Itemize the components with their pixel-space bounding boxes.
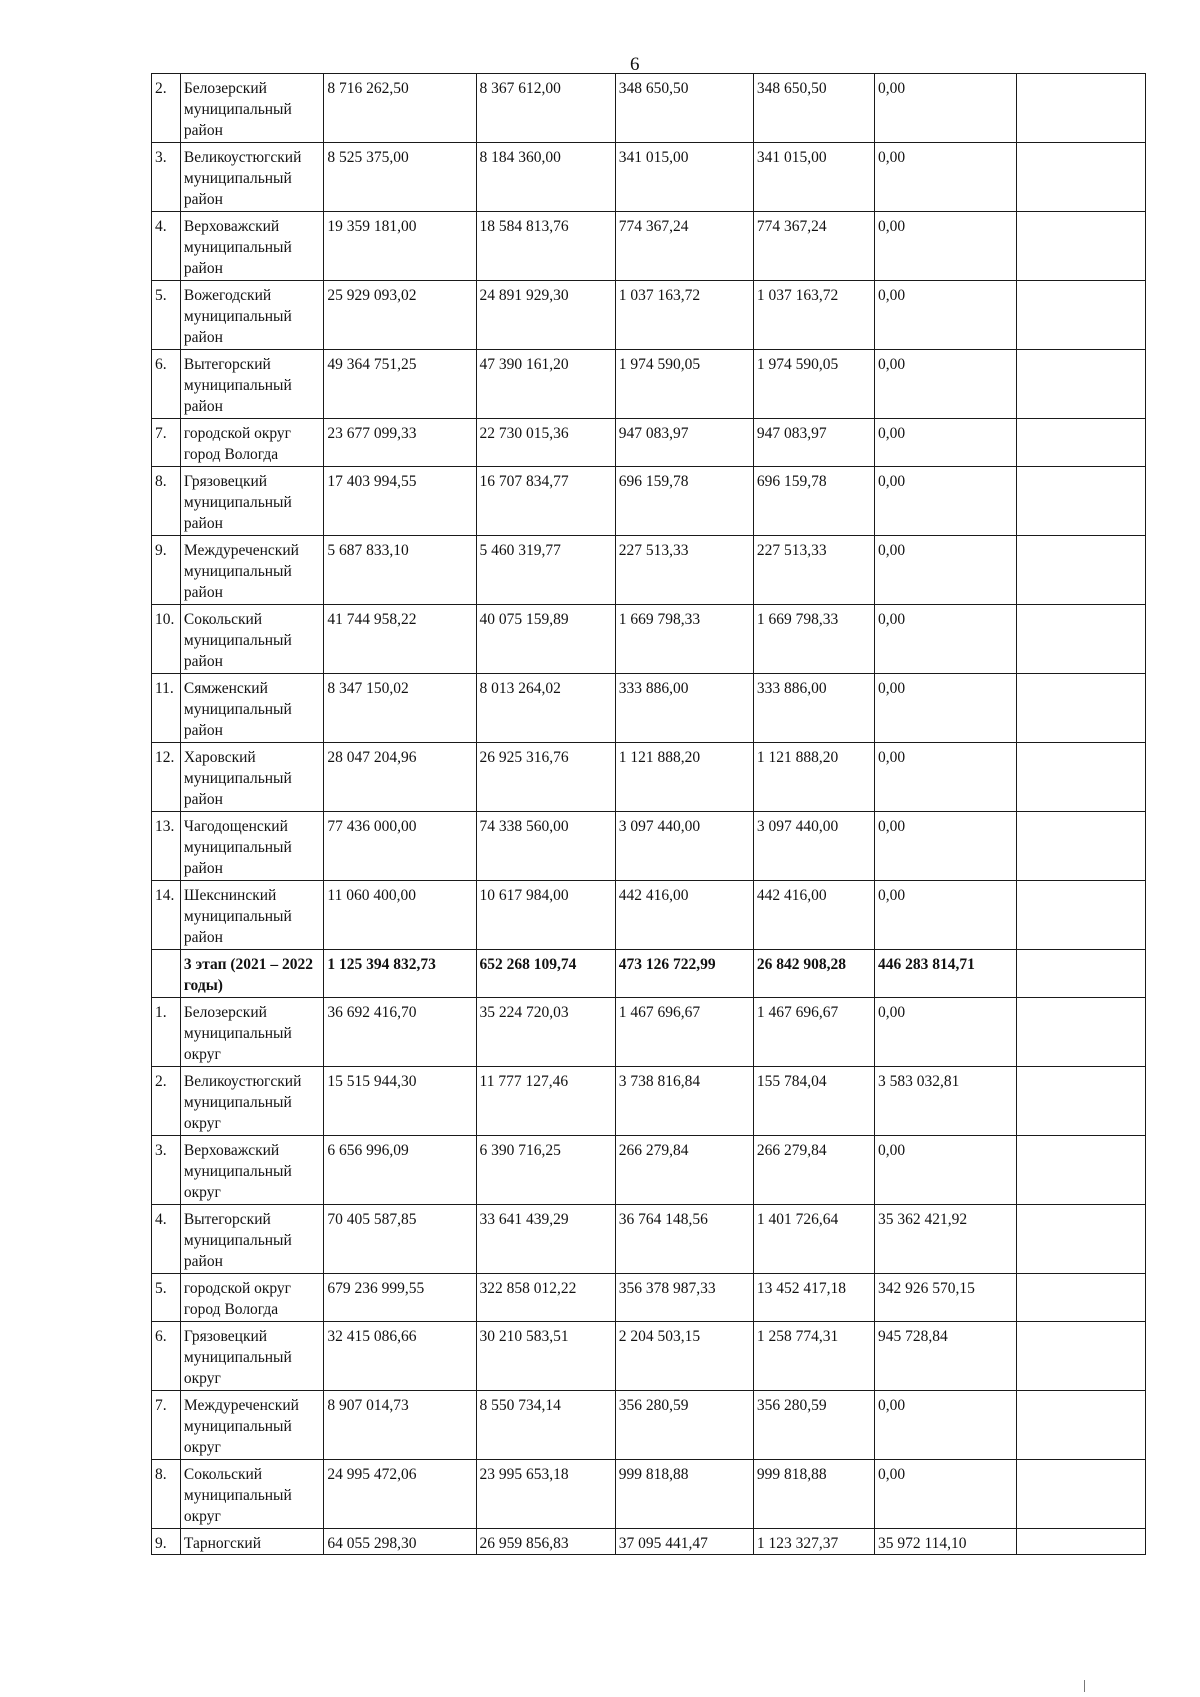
empty-cell (1017, 1322, 1146, 1391)
amount-column-2: 8 013 264,02 (476, 674, 615, 743)
amount-column-4: 356 280,59 (753, 1391, 874, 1460)
table-row (152, 74, 1146, 143)
row-number: 7. (152, 1391, 181, 1460)
amount-column-3: 266 279,84 (615, 1136, 753, 1205)
empty-cell (1017, 1391, 1146, 1460)
amount-column-4: 1 121 888,20 (753, 743, 874, 812)
empty-cell (1017, 881, 1146, 950)
municipality-name: Белозерский муниципальный район (180, 74, 324, 143)
empty-cell (1017, 1067, 1146, 1136)
amount-column-5: 0,00 (874, 1391, 1016, 1460)
municipality-name: Сокольский муниципальный район (180, 605, 324, 674)
amount-column-4: 774 367,24 (753, 212, 874, 281)
total-amount: 5 687 833,10 (324, 536, 476, 605)
amount-column-4: 1 669 798,33 (753, 605, 874, 674)
amount-column-5: 0,00 (874, 74, 1016, 143)
amount-column-5: 3 583 032,81 (874, 1067, 1016, 1136)
stage-title: 3 этап (2021 – 2022 годы) (180, 950, 324, 998)
table-row (152, 1460, 1146, 1529)
amount-column-3: 1 037 163,72 (615, 281, 753, 350)
amount-column-3: 3 097 440,00 (615, 812, 753, 881)
amount-column-5: 0,00 (874, 1136, 1016, 1205)
amount-column-5: 0,00 (874, 812, 1016, 881)
amount-column-2: 652 268 109,74 (476, 950, 615, 998)
empty-cell (1017, 605, 1146, 674)
amount-column-5: 0,00 (874, 281, 1016, 350)
row-number: 7. (152, 419, 181, 467)
empty-cell (1017, 998, 1146, 1067)
municipality-name: Шекснинский муниципальный район (180, 881, 324, 950)
municipality-name: Грязовецкий муниципальный округ (180, 1322, 324, 1391)
municipality-name: Вытегорский муниципальный район (180, 350, 324, 419)
row-number: 9. (152, 1529, 181, 1555)
amount-column-3: 947 083,97 (615, 419, 753, 467)
total-amount: 32 415 086,66 (324, 1322, 476, 1391)
amount-column-5: 0,00 (874, 743, 1016, 812)
row-number: 1. (152, 998, 181, 1067)
amount-column-5: 0,00 (874, 143, 1016, 212)
table-row (152, 1391, 1146, 1460)
amount-column-4: 341 015,00 (753, 143, 874, 212)
amount-column-3: 1 121 888,20 (615, 743, 753, 812)
row-number: 4. (152, 212, 181, 281)
amount-column-5: 0,00 (874, 350, 1016, 419)
page-number: 6 (630, 54, 640, 75)
amount-column-2: 16 707 834,77 (476, 467, 615, 536)
total-amount: 11 060 400,00 (324, 881, 476, 950)
municipality-name: Грязовецкий муниципальный район (180, 467, 324, 536)
amount-column-5: 35 972 114,10 (874, 1529, 1016, 1555)
total-amount: 28 047 204,96 (324, 743, 476, 812)
total-amount: 8 716 262,50 (324, 74, 476, 143)
row-number: 9. (152, 536, 181, 605)
municipality-name: Белозерский муниципальный округ (180, 998, 324, 1067)
amount-column-4: 333 886,00 (753, 674, 874, 743)
amount-column-2: 8 184 360,00 (476, 143, 615, 212)
amount-column-3: 37 095 441,47 (615, 1529, 753, 1555)
amount-column-3: 999 818,88 (615, 1460, 753, 1529)
amount-column-2: 6 390 716,25 (476, 1136, 615, 1205)
amount-column-4: 1 258 774,31 (753, 1322, 874, 1391)
amount-column-5: 0,00 (874, 998, 1016, 1067)
row-number: 8. (152, 467, 181, 536)
amount-column-2: 22 730 015,36 (476, 419, 615, 467)
table-row (152, 1067, 1146, 1136)
amount-column-4: 13 452 417,18 (753, 1274, 874, 1322)
amount-column-3: 356 378 987,33 (615, 1274, 753, 1322)
empty-cell (1017, 1274, 1146, 1322)
amount-column-3: 774 367,24 (615, 212, 753, 281)
empty-cell (1017, 950, 1146, 998)
municipality-name: городской округ город Вологда (180, 1274, 324, 1322)
amount-column-4: 1 037 163,72 (753, 281, 874, 350)
row-number: 6. (152, 350, 181, 419)
total-amount: 36 692 416,70 (324, 998, 476, 1067)
amount-column-5: 0,00 (874, 212, 1016, 281)
table-row (152, 743, 1146, 812)
amount-column-4: 947 083,97 (753, 419, 874, 467)
amount-column-5: 0,00 (874, 536, 1016, 605)
amount-column-3: 1 669 798,33 (615, 605, 753, 674)
municipality-name: Харовский муниципальный район (180, 743, 324, 812)
amount-column-2: 30 210 583,51 (476, 1322, 615, 1391)
amount-column-2: 23 995 653,18 (476, 1460, 615, 1529)
table-row (152, 1322, 1146, 1391)
empty-cell (1017, 1136, 1146, 1205)
amount-column-3: 442 416,00 (615, 881, 753, 950)
amount-column-5: 945 728,84 (874, 1322, 1016, 1391)
row-number: 3. (152, 1136, 181, 1205)
amount-column-3: 2 204 503,15 (615, 1322, 753, 1391)
empty-cell (1017, 812, 1146, 881)
amount-column-2: 18 584 813,76 (476, 212, 615, 281)
table-row (152, 998, 1146, 1067)
total-amount: 17 403 994,55 (324, 467, 476, 536)
amount-column-3: 1 467 696,67 (615, 998, 753, 1067)
amount-column-2: 24 891 929,30 (476, 281, 615, 350)
empty-cell (1017, 350, 1146, 419)
financing-table (151, 73, 1146, 1555)
total-amount: 8 347 150,02 (324, 674, 476, 743)
table-row (152, 1136, 1146, 1205)
amount-column-4: 1 974 590,05 (753, 350, 874, 419)
amount-column-2: 26 959 856,83 (476, 1529, 615, 1555)
total-amount: 15 515 944,30 (324, 1067, 476, 1136)
stage-total-row (152, 950, 1146, 998)
scan-margin-mark (1084, 1680, 1085, 1692)
municipality-name: Тарногский (180, 1529, 324, 1555)
amount-column-5: 0,00 (874, 419, 1016, 467)
amount-column-4: 999 818,88 (753, 1460, 874, 1529)
total-amount: 24 995 472,06 (324, 1460, 476, 1529)
table-row (152, 212, 1146, 281)
total-amount: 64 055 298,30 (324, 1529, 476, 1555)
total-amount: 6 656 996,09 (324, 1136, 476, 1205)
amount-column-5: 0,00 (874, 605, 1016, 674)
municipality-name: Вытегорский муниципальный район (180, 1205, 324, 1274)
empty-cell (1017, 467, 1146, 536)
amount-column-2: 5 460 319,77 (476, 536, 615, 605)
total-amount: 49 364 751,25 (324, 350, 476, 419)
amount-column-2: 10 617 984,00 (476, 881, 615, 950)
amount-column-4: 1 123 327,37 (753, 1529, 874, 1555)
amount-column-2: 26 925 316,76 (476, 743, 615, 812)
amount-column-5: 35 362 421,92 (874, 1205, 1016, 1274)
total-amount: 679 236 999,55 (324, 1274, 476, 1322)
row-number: 2. (152, 74, 181, 143)
total-amount: 8 907 014,73 (324, 1391, 476, 1460)
amount-column-2: 33 641 439,29 (476, 1205, 615, 1274)
row-number: 3. (152, 143, 181, 212)
amount-column-3: 356 280,59 (615, 1391, 753, 1460)
municipality-name: Междуреченский муниципальный округ (180, 1391, 324, 1460)
row-number: 14. (152, 881, 181, 950)
amount-column-5: 342 926 570,15 (874, 1274, 1016, 1322)
empty-cell (1017, 1205, 1146, 1274)
amount-column-3: 341 015,00 (615, 143, 753, 212)
amount-column-4: 348 650,50 (753, 74, 874, 143)
total-amount: 41 744 958,22 (324, 605, 476, 674)
empty-cell (1017, 419, 1146, 467)
empty-cell (1017, 743, 1146, 812)
amount-column-5: 0,00 (874, 467, 1016, 536)
amount-column-2: 8 550 734,14 (476, 1391, 615, 1460)
empty-cell (1017, 1529, 1146, 1555)
row-number: 2. (152, 1067, 181, 1136)
table-row (152, 467, 1146, 536)
amount-column-3: 36 764 148,56 (615, 1205, 753, 1274)
amount-column-4: 227 513,33 (753, 536, 874, 605)
total-amount: 70 405 587,85 (324, 1205, 476, 1274)
amount-column-5: 446 283 814,71 (874, 950, 1016, 998)
municipality-name: городской округ город Вологда (180, 419, 324, 467)
municipality-name: Верховажский муниципальный район (180, 212, 324, 281)
municipality-name: Сокольский муниципальный округ (180, 1460, 324, 1529)
amount-column-4: 3 097 440,00 (753, 812, 874, 881)
amount-column-5: 0,00 (874, 674, 1016, 743)
table-row (152, 881, 1146, 950)
empty-cell (1017, 212, 1146, 281)
amount-column-2: 8 367 612,00 (476, 74, 615, 143)
amount-column-5: 0,00 (874, 1460, 1016, 1529)
municipality-name: Великоустюгский муниципальный округ (180, 1067, 324, 1136)
municipality-name: Междуреченский муниципальный район (180, 536, 324, 605)
empty-cell (1017, 674, 1146, 743)
municipality-name: Чагодощенский муниципальный район (180, 812, 324, 881)
total-amount: 19 359 181,00 (324, 212, 476, 281)
amount-column-4: 696 159,78 (753, 467, 874, 536)
table-row (152, 1529, 1146, 1555)
amount-column-4: 442 416,00 (753, 881, 874, 950)
amount-column-4: 1 467 696,67 (753, 998, 874, 1067)
row-number: 12. (152, 743, 181, 812)
table-row (152, 419, 1146, 467)
amount-column-4: 266 279,84 (753, 1136, 874, 1205)
table-row (152, 536, 1146, 605)
amount-column-2: 74 338 560,00 (476, 812, 615, 881)
amount-column-5: 0,00 (874, 881, 1016, 950)
table-row (152, 281, 1146, 350)
table-row (152, 143, 1146, 212)
empty-cell (1017, 74, 1146, 143)
empty-cell (1017, 281, 1146, 350)
table-row (152, 674, 1146, 743)
amount-column-2: 322 858 012,22 (476, 1274, 615, 1322)
empty-cell (1017, 143, 1146, 212)
row-number: 11. (152, 674, 181, 743)
table-row (152, 1274, 1146, 1322)
table-row (152, 350, 1146, 419)
empty-cell (1017, 536, 1146, 605)
empty-cell (1017, 1460, 1146, 1529)
amount-column-2: 47 390 161,20 (476, 350, 615, 419)
total-amount: 1 125 394 832,73 (324, 950, 476, 998)
municipality-name: Верховажский муниципальный округ (180, 1136, 324, 1205)
amount-column-3: 1 974 590,05 (615, 350, 753, 419)
amount-column-3: 227 513,33 (615, 536, 753, 605)
amount-column-3: 473 126 722,99 (615, 950, 753, 998)
amount-column-2: 11 777 127,46 (476, 1067, 615, 1136)
row-number: 10. (152, 605, 181, 674)
amount-column-2: 35 224 720,03 (476, 998, 615, 1067)
amount-column-3: 3 738 816,84 (615, 1067, 753, 1136)
table-row (152, 1205, 1146, 1274)
municipality-name: Вожегодский муниципальный район (180, 281, 324, 350)
amount-column-4: 155 784,04 (753, 1067, 874, 1136)
amount-column-4: 26 842 908,28 (753, 950, 874, 998)
row-number (152, 950, 181, 998)
municipality-name: Сямженский муниципальный район (180, 674, 324, 743)
table-row (152, 605, 1146, 674)
amount-column-2: 40 075 159,89 (476, 605, 615, 674)
total-amount: 23 677 099,33 (324, 419, 476, 467)
row-number: 5. (152, 281, 181, 350)
total-amount: 25 929 093,02 (324, 281, 476, 350)
total-amount: 77 436 000,00 (324, 812, 476, 881)
total-amount: 8 525 375,00 (324, 143, 476, 212)
amount-column-4: 1 401 726,64 (753, 1205, 874, 1274)
row-number: 5. (152, 1274, 181, 1322)
row-number: 4. (152, 1205, 181, 1274)
amount-column-3: 696 159,78 (615, 467, 753, 536)
amount-column-3: 348 650,50 (615, 74, 753, 143)
table-row (152, 812, 1146, 881)
row-number: 13. (152, 812, 181, 881)
row-number: 8. (152, 1460, 181, 1529)
amount-column-3: 333 886,00 (615, 674, 753, 743)
row-number: 6. (152, 1322, 181, 1391)
municipality-name: Великоустюгский муниципальный район (180, 143, 324, 212)
